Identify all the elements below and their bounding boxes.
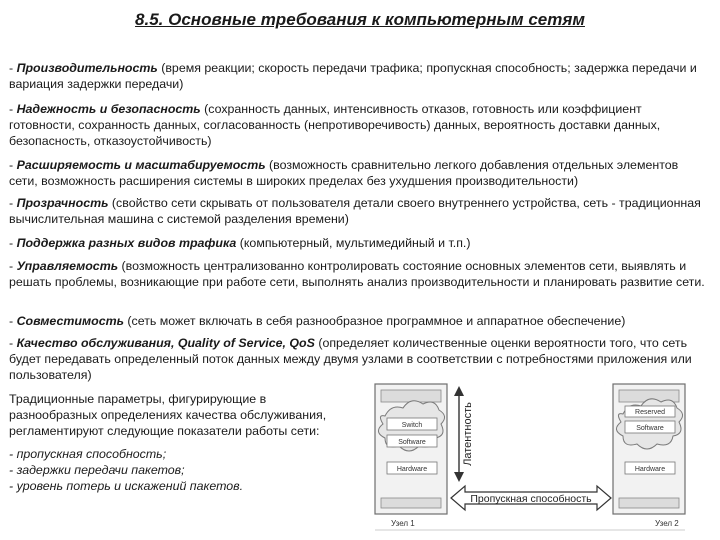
requirement-term: Управляемость: [16, 259, 119, 273]
requirement-description: (свойство сети скрывать от пользователя детали своего внутреннего устройства, сеть - традиционная вычислительная машина с системой разделения времени): [9, 196, 701, 226]
requirement-term: Надежность и безопасность: [16, 102, 201, 116]
requirement-transparency: - Прозрачность (свойство сети скрывать от пользователя детали своего внутреннего устройства, сеть - традиционная вычислительная машина с системой разделения времени): [9, 196, 701, 226]
requirement-term: Поддержка разных видов трафика: [16, 236, 237, 250]
requirement-description: (возможность централизованно контролировать состояние основных элементов сети, выявлять и решать проблемы, возникающие при работе сети, выполнять анализ производительности и планировать развитие сети.: [9, 259, 705, 289]
requirement-performance: - Производительность (время реакции; скорость передачи трафика; пропускная способность; задержка передачи и вариация задержки передачи): [9, 61, 697, 91]
qos-parameters-list: [9, 447, 354, 494]
requirement-term: Производительность: [16, 61, 158, 75]
node-1-hardware-label: Hardware: [396, 466, 428, 473]
node-2-reserved-label: Reserved: [635, 409, 665, 416]
node-1-software-label: Software: [398, 439, 426, 446]
requirement-description: (сеть может включать в себя разнообразное программное и аппаратное обеспечение): [123, 314, 626, 328]
qos-parameters-intro: Традиционные параметры, фигурирующие в разнообразных определениях качества обслуживания, регламентируют следующие показатели работы сети:: [9, 392, 327, 438]
bandwidth-label: Пропускная способность: [470, 493, 592, 505]
requirement-description: (определяет количественные оценки вероятности того, что сеть будет передавать определенный поток данных между двумя узлами в соответствии с потребностями приложения или пользователя): [9, 336, 692, 382]
requirement-qos: - Качество обслуживания, Quality of Service, QoS (определяет количественные оценки вероятности того, что сеть будет передавать определенный поток данных между двумя узлами в соответствии с потребностями приложения или пользователя): [9, 336, 692, 382]
requirement-term: Качество обслуживания, Quality of Service, QoS: [16, 336, 315, 350]
list-item: - уровень потерь и искажений пакетов.: [9, 478, 244, 493]
node-2-hardware-label: Hardware: [634, 466, 666, 473]
node-1-label: Узел 1: [391, 519, 415, 528]
requirement-traffic-support: - Поддержка разных видов трафика (компьютерный, мультимедийный и т.п.): [9, 236, 471, 250]
latency-label: Латентность: [462, 402, 474, 466]
requirement-description: (время реакции; скорость передачи трафика; пропускная способность; задержка передачи и вариация задержки передачи): [9, 61, 697, 91]
requirement-description: (возможность сравнительно легкого добавления отдельных элементов сети, возможность расширения системы в широких пределах без ухудшения производительности): [9, 158, 679, 188]
page-title: 8.5. Основные требования к компьютерным сетям: [135, 10, 585, 29]
requirement-description: (сохранность данных, интенсивность отказов, готовность или коэффициент готовности, сохранность данных, согласованность (непротиворечивость) данных, вероятность доставки данных, безопасность, отказоустойчивость): [9, 102, 661, 148]
requirement-term: Совместимость: [16, 314, 124, 328]
node-1-switch-label: Switch: [401, 422, 423, 429]
list-item: - задержки передачи пакетов;: [9, 462, 185, 477]
node-2-software-label: Software: [636, 425, 664, 432]
requirement-reliability: - Надежность и безопасность (сохранность данных, интенсивность отказов, готовность или коэффициент готовности, сохранность данных, согласованность (непротиворечивость) данных, вероятность доставки данных, безопасность, отказоустойчивость): [9, 102, 661, 148]
requirement-term: Прозрачность: [16, 196, 109, 210]
requirement-scalability: - Расширяемость и масштабируемость (возможность сравнительно легкого добавления отдельных элементов сети, возможность расширения системы в широких пределах без ухудшения производительности): [9, 158, 679, 188]
list-item: - пропускная способность;: [9, 447, 167, 461]
node-2-label: Узел 2: [655, 519, 679, 528]
qos-diagram: [355, 378, 715, 538]
requirement-description: (компьютерный, мультимедийный и т.п.): [236, 236, 471, 250]
requirement-compatibility: - Совместимость (сеть может включать в себя разнообразное программное и аппаратное обеспечение): [9, 314, 626, 328]
requirement-term: Расширяемость и масштабируемость: [16, 158, 266, 172]
requirement-manageability: - Управляемость (возможность централизованно контролировать состояние основных элементов сети, выявлять и решать проблемы, возникающие при работе сети, выполнять анализ производительности и планировать развитие сети.: [9, 259, 705, 289]
